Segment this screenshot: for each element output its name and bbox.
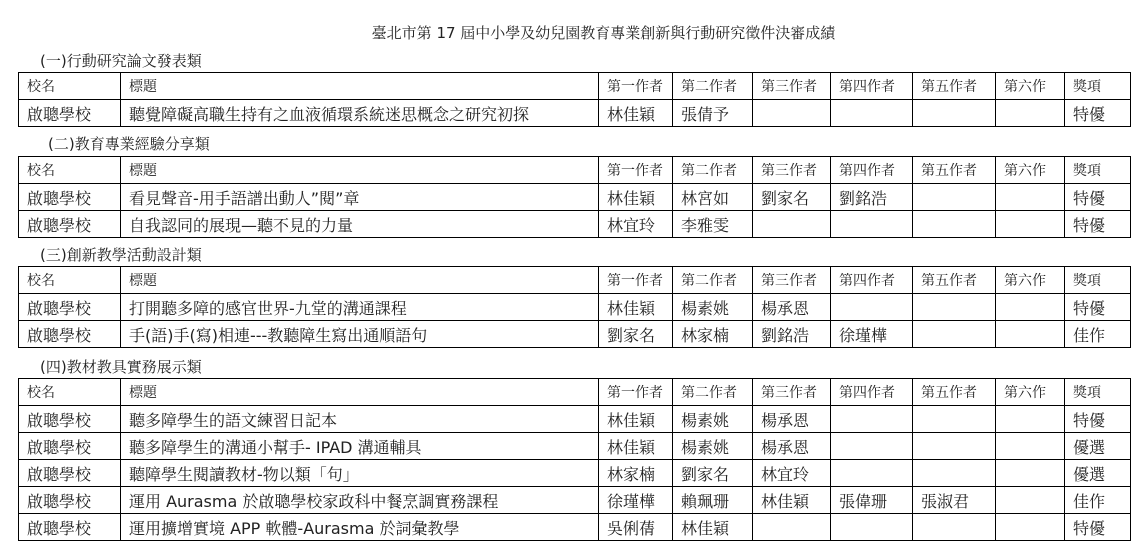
- table-cell: 吳俐蒨: [599, 514, 673, 541]
- table-cell: 啟聰學校: [19, 294, 121, 321]
- table-row: [19, 184, 1131, 211]
- table-cell: 林佳穎: [673, 514, 753, 541]
- table-cell: [996, 406, 1065, 433]
- table-cell: 楊素姚: [673, 433, 753, 460]
- table-cell: [831, 211, 913, 238]
- column-header: 第五作者: [913, 267, 996, 294]
- table-cell: [996, 100, 1065, 127]
- table-cell: 林家楠: [599, 460, 673, 487]
- table-cell: 啟聰學校: [19, 433, 121, 460]
- table-cell: [996, 321, 1065, 348]
- table-row: [19, 406, 1131, 433]
- table-cell: [996, 184, 1065, 211]
- table-cell: [913, 433, 996, 460]
- table-cell: 打開聽多障的感官世界-九堂的溝通課程: [121, 294, 599, 321]
- table-cell: 優選: [1065, 433, 1131, 460]
- table-cell: 啟聰學校: [19, 406, 121, 433]
- column-header: 獎項: [1065, 157, 1131, 184]
- table-cell: 自我認同的展現—聽不見的力量: [121, 211, 599, 238]
- table-cell: 楊素姚: [673, 406, 753, 433]
- table-cell: [753, 211, 831, 238]
- column-header: 第二作者: [673, 157, 753, 184]
- table-cell: [753, 514, 831, 541]
- table-cell: 啟聰學校: [19, 514, 121, 541]
- column-header: 獎項: [1065, 379, 1131, 406]
- column-header: 第五作者: [913, 379, 996, 406]
- column-header: 校名: [19, 73, 121, 100]
- table-cell: 特優: [1065, 294, 1131, 321]
- table-cell: 聽覺障礙高職生持有之血液循環系統迷思概念之研究初探: [121, 100, 599, 127]
- table-cell: 林宜玲: [599, 211, 673, 238]
- column-header: 校名: [19, 157, 121, 184]
- table-cell: 劉家名: [753, 184, 831, 211]
- table-row: [19, 321, 1131, 348]
- table-cell: 楊承恩: [753, 406, 831, 433]
- results-table: [18, 378, 1131, 541]
- table-cell: 看見聲音-用手語譜出動人”閱”章: [121, 184, 599, 211]
- table-row: [19, 294, 1131, 321]
- table-cell: 徐瑾樺: [599, 487, 673, 514]
- table-header-row: [19, 157, 1131, 184]
- column-header: 第六作: [996, 157, 1065, 184]
- table-cell: 楊素姚: [673, 294, 753, 321]
- table-row: [19, 460, 1131, 487]
- table-row: [19, 100, 1131, 127]
- table-row: [19, 433, 1131, 460]
- table-cell: 張倩予: [673, 100, 753, 127]
- table-cell: [831, 406, 913, 433]
- column-header: 標題: [121, 73, 599, 100]
- table-cell: 特優: [1065, 184, 1131, 211]
- section-label: (三)創新教學活動設計類: [40, 246, 202, 264]
- table-cell: [831, 294, 913, 321]
- column-header: 第一作者: [599, 267, 673, 294]
- table-cell: 李雅雯: [673, 211, 753, 238]
- table-cell: [996, 460, 1065, 487]
- table-cell: [913, 184, 996, 211]
- table-row: [19, 211, 1131, 238]
- table-cell: [996, 294, 1065, 321]
- table-cell: [831, 514, 913, 541]
- table-row: [19, 487, 1131, 514]
- table-cell: 特優: [1065, 406, 1131, 433]
- table-cell: [831, 100, 913, 127]
- table-cell: 聽多障學生的語文練習日記本: [121, 406, 599, 433]
- table-cell: [913, 321, 996, 348]
- table-cell: [996, 433, 1065, 460]
- table-cell: 賴珮珊: [673, 487, 753, 514]
- table-row: [19, 514, 1131, 541]
- table-cell: 張偉珊: [831, 487, 913, 514]
- table-cell: 張淑君: [913, 487, 996, 514]
- table-cell: [913, 211, 996, 238]
- column-header: 第六作: [996, 267, 1065, 294]
- column-header: 第二作者: [673, 267, 753, 294]
- table-cell: 運用擴增實境 APP 軟體-Aurasma 於詞彙教學: [121, 514, 599, 541]
- table-cell: 劉家名: [673, 460, 753, 487]
- table-cell: 啟聰學校: [19, 460, 121, 487]
- table-cell: [753, 100, 831, 127]
- column-header: 標題: [121, 267, 599, 294]
- table-cell: [996, 487, 1065, 514]
- table-cell: 林宜玲: [753, 460, 831, 487]
- column-header: 第六作: [996, 73, 1065, 100]
- column-header: 校名: [19, 267, 121, 294]
- column-header: 第六作: [996, 379, 1065, 406]
- section-label: (一)行動研究論文發表類: [40, 52, 202, 70]
- table-cell: 手(語)手(寫)相連---教聽障生寫出通順語句: [121, 321, 599, 348]
- table-cell: 啟聰學校: [19, 184, 121, 211]
- table-cell: [913, 294, 996, 321]
- table-cell: 林佳穎: [753, 487, 831, 514]
- table-cell: 佳作: [1065, 321, 1131, 348]
- table-cell: 啟聰學校: [19, 211, 121, 238]
- column-header: 標題: [121, 157, 599, 184]
- table-cell: 優選: [1065, 460, 1131, 487]
- table-cell: [996, 211, 1065, 238]
- table-cell: 林家楠: [673, 321, 753, 348]
- table-cell: 劉銘浩: [753, 321, 831, 348]
- table-cell: 林佳穎: [599, 433, 673, 460]
- column-header: 第二作者: [673, 379, 753, 406]
- table-cell: [831, 460, 913, 487]
- table-cell: 特優: [1065, 211, 1131, 238]
- column-header: 第四作者: [831, 267, 913, 294]
- table-cell: [913, 100, 996, 127]
- table-cell: 林宮如: [673, 184, 753, 211]
- table-header-row: [19, 379, 1131, 406]
- table-cell: 林佳穎: [599, 184, 673, 211]
- column-header: 第三作者: [753, 379, 831, 406]
- table-cell: 佳作: [1065, 487, 1131, 514]
- column-header: 獎項: [1065, 267, 1131, 294]
- table-cell: 楊承恩: [753, 433, 831, 460]
- column-header: 第四作者: [831, 73, 913, 100]
- table-cell: [913, 406, 996, 433]
- table-cell: 楊承恩: [753, 294, 831, 321]
- table-cell: 啟聰學校: [19, 321, 121, 348]
- table-cell: 徐瑾樺: [831, 321, 913, 348]
- column-header: 第一作者: [599, 73, 673, 100]
- table-cell: 啟聰學校: [19, 487, 121, 514]
- column-header: 校名: [19, 379, 121, 406]
- table-header-row: [19, 73, 1131, 100]
- column-header: 標題: [121, 379, 599, 406]
- table-cell: 林佳穎: [599, 406, 673, 433]
- table-header-row: [19, 267, 1131, 294]
- column-header: 第三作者: [753, 267, 831, 294]
- column-header: 第一作者: [599, 157, 673, 184]
- table-cell: 劉銘浩: [831, 184, 913, 211]
- column-header: 第一作者: [599, 379, 673, 406]
- table-cell: 特優: [1065, 514, 1131, 541]
- column-header: 第三作者: [753, 157, 831, 184]
- page-title: 臺北市第 17 屆中小學及幼兒園教育專業創新與行動研究徵件決審成績: [371, 24, 836, 42]
- results-table: [18, 156, 1131, 238]
- column-header: 第二作者: [673, 73, 753, 100]
- column-header: 第五作者: [913, 157, 996, 184]
- results-table: [18, 72, 1131, 127]
- table-cell: [913, 514, 996, 541]
- table-cell: 劉家名: [599, 321, 673, 348]
- table-cell: 林佳穎: [599, 100, 673, 127]
- column-header: 第五作者: [913, 73, 996, 100]
- table-cell: [996, 514, 1065, 541]
- table-cell: 運用 Aurasma 於啟聰學校家政科中餐烹調實務課程: [121, 487, 599, 514]
- column-header: 第四作者: [831, 157, 913, 184]
- table-cell: [913, 460, 996, 487]
- results-table: [18, 266, 1131, 348]
- section-label: (四)教材教具實務展示類: [40, 358, 202, 376]
- table-cell: 特優: [1065, 100, 1131, 127]
- section-label: (二)教育專業經驗分享類: [48, 135, 210, 153]
- table-cell: 啟聰學校: [19, 100, 121, 127]
- table-cell: 林佳穎: [599, 294, 673, 321]
- column-header: 第四作者: [831, 379, 913, 406]
- column-header: 獎項: [1065, 73, 1131, 100]
- table-cell: 聽障學生閱讀教材-物以類「句」: [121, 460, 599, 487]
- table-cell: [831, 433, 913, 460]
- column-header: 第三作者: [753, 73, 831, 100]
- table-cell: 聽多障學生的溝通小幫手- IPAD 溝通輔具: [121, 433, 599, 460]
